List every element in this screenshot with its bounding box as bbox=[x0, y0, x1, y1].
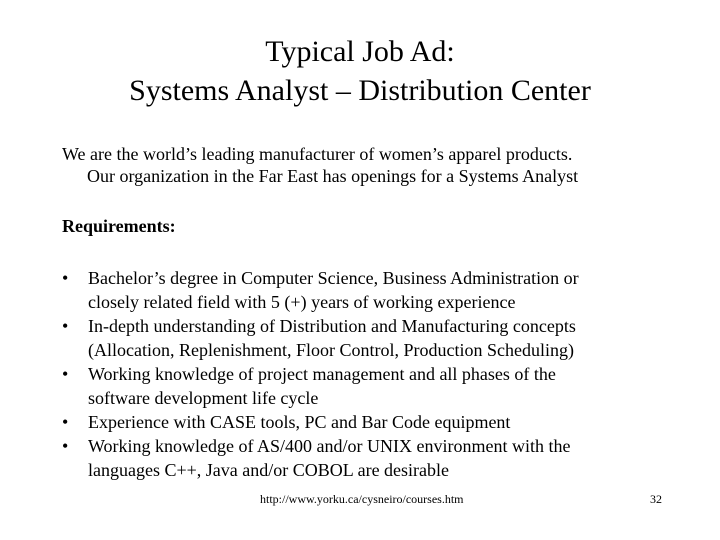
bullet-icon: • bbox=[62, 412, 69, 432]
requirement-line-1: Experience with CASE tools, PC and Bar Code equipment bbox=[88, 412, 511, 432]
requirement-line-2: closely related field with 5 (+) years of working experience bbox=[88, 292, 516, 312]
requirement-item bbox=[62, 314, 662, 362]
intro-paragraph bbox=[62, 143, 682, 187]
intro-line-2: Our organization in the Far East has openings for a Systems Analyst bbox=[87, 166, 579, 186]
slide-title-line-2: Systems Analyst – Distribution Center bbox=[129, 74, 591, 107]
requirement-item bbox=[62, 410, 662, 434]
requirements-heading: Requirements: bbox=[62, 216, 176, 236]
bullet-icon: • bbox=[62, 316, 69, 336]
requirement-line-1: Working knowledge of project management and all phases of the bbox=[88, 364, 556, 384]
requirement-line-1: In-depth understanding of Distribution and Manufacturing concepts bbox=[88, 316, 576, 336]
requirement-line-2: (Allocation, Replenishment, Floor Control, Production Scheduling) bbox=[88, 340, 574, 360]
requirement-line-1: Bachelor’s degree in Computer Science, Business Administration or bbox=[88, 268, 579, 288]
requirement-item bbox=[62, 362, 662, 410]
bullet-icon: • bbox=[62, 268, 69, 288]
requirement-line-2: software development life cycle bbox=[88, 388, 319, 408]
requirements-list bbox=[62, 266, 662, 482]
requirement-item bbox=[62, 434, 662, 482]
slide-title bbox=[0, 32, 720, 110]
bullet-icon: • bbox=[62, 364, 69, 384]
bullet-icon: • bbox=[62, 436, 69, 456]
intro-line-1: We are the world’s leading manufacturer of women’s apparel products. bbox=[62, 144, 573, 164]
requirement-line-2: languages C++, Java and/or COBOL are desirable bbox=[88, 460, 450, 480]
requirement-item bbox=[62, 266, 662, 314]
footer-url: http://www.yorku.ca/cysneiro/courses.htm bbox=[260, 492, 464, 506]
requirement-line-1: Working knowledge of AS/400 and/or UNIX environment with the bbox=[88, 436, 571, 456]
page-number: 32 bbox=[650, 492, 662, 506]
slide-title-line-1: Typical Job Ad: bbox=[265, 35, 455, 68]
